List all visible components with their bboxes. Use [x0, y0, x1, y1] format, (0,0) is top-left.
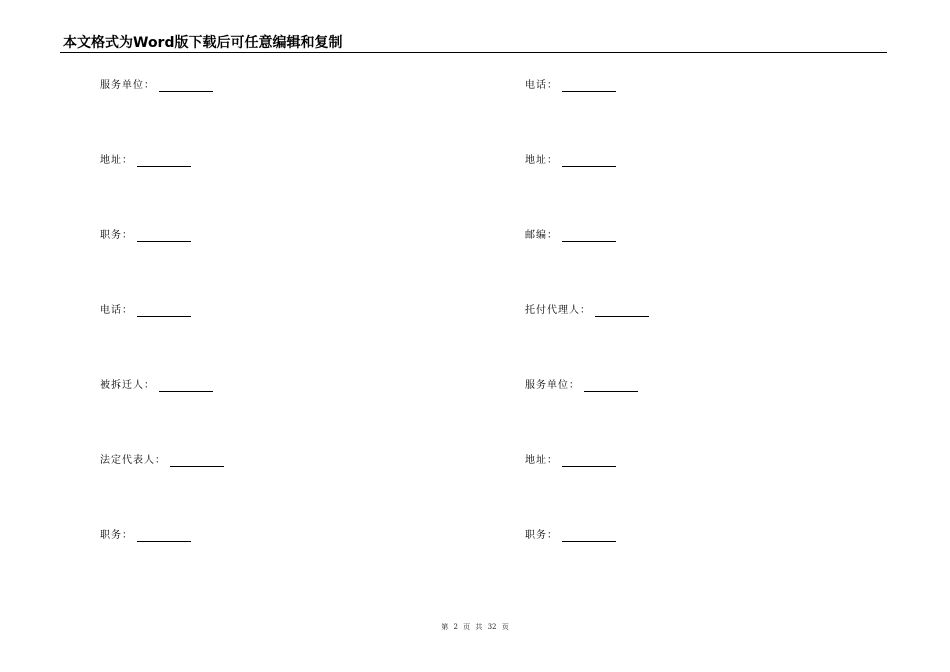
field-phone [100, 305, 191, 317]
field-position [525, 530, 616, 542]
field-position [100, 230, 191, 242]
field-label: 电话： [525, 80, 558, 91]
fill-in-blank [562, 156, 616, 167]
field-label: 被拆迁人： [100, 380, 155, 391]
fill-in-blank [137, 231, 191, 242]
field-label: 服务单位： [100, 80, 155, 91]
field-label: 地址： [525, 155, 558, 166]
field-label: 职务： [100, 530, 133, 541]
field-address [100, 155, 191, 167]
field-phone [525, 80, 616, 92]
fill-in-blank [562, 231, 616, 242]
field-address [525, 455, 616, 467]
fill-in-blank [584, 381, 638, 392]
field-label: 地址： [525, 455, 558, 466]
field-postcode [525, 230, 616, 242]
field-label: 邮编： [525, 230, 558, 241]
field-legal-representative [100, 455, 224, 467]
field-service-unit [525, 380, 638, 392]
fill-in-blank [159, 81, 213, 92]
fill-in-blank [170, 456, 224, 467]
field-authorized-agent [525, 305, 649, 317]
field-label: 托付代理人： [525, 305, 591, 316]
fill-in-blank [562, 81, 616, 92]
field-service-unit [100, 80, 213, 92]
field-relocated-party [100, 380, 213, 392]
fill-in-blank [137, 306, 191, 317]
fill-in-blank [159, 381, 213, 392]
field-label: 地址： [100, 155, 133, 166]
document-header-title: 本文格式为Word版下载后可任意编辑和复制 [63, 35, 343, 51]
fill-in-blank [562, 531, 616, 542]
field-label: 法定代表人： [100, 455, 166, 466]
field-label: 服务单位： [525, 380, 580, 391]
field-label: 电话： [100, 305, 133, 316]
header-divider [60, 52, 887, 53]
field-label: 职务： [525, 530, 558, 541]
fill-in-blank [137, 531, 191, 542]
fill-in-blank [595, 306, 649, 317]
fill-in-blank [137, 156, 191, 167]
field-label: 职务： [100, 230, 133, 241]
fill-in-blank [562, 456, 616, 467]
page-number: 第 2 页 共 32 页 [441, 623, 509, 631]
field-position [100, 530, 191, 542]
field-address [525, 155, 616, 167]
